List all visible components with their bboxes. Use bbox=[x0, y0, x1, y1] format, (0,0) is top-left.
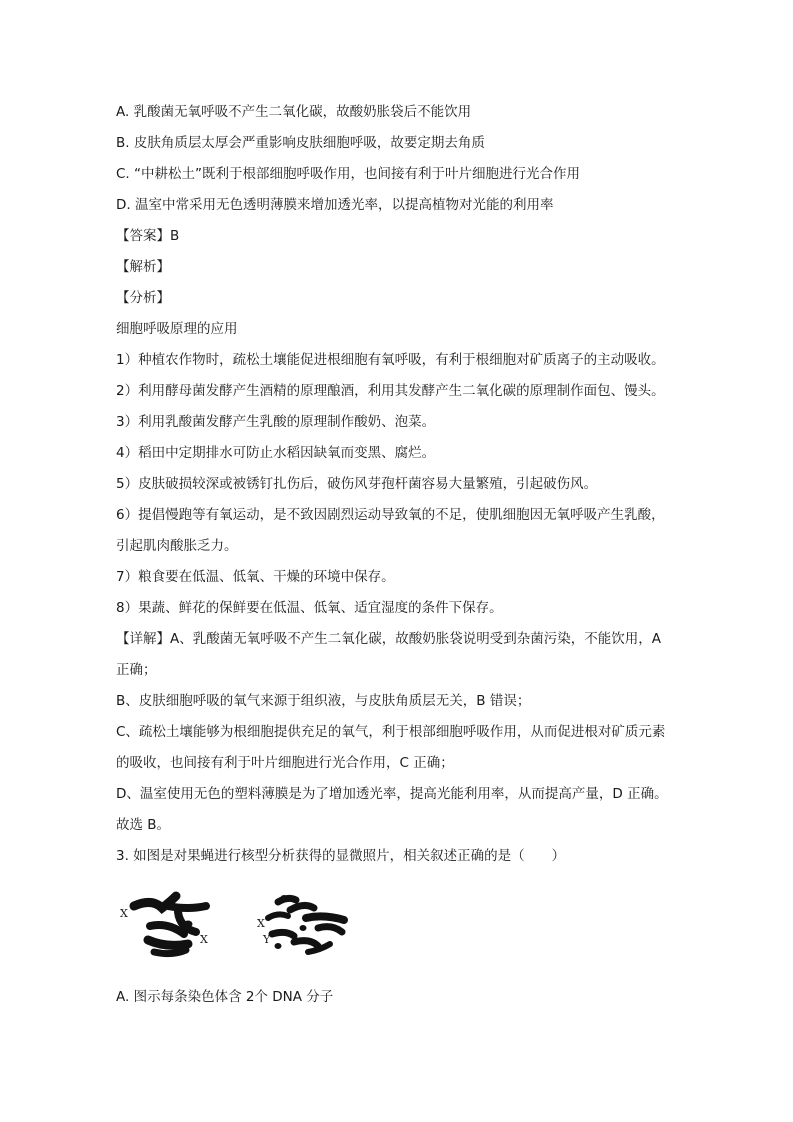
option-2a: A. 乳酸菌无氧呼吸不产生二氧化碳，故酸奶胀袋后不能饮用 bbox=[116, 104, 472, 120]
option-2d: D. 温室中常采用无色透明薄膜来增加透光率，以提高植物对光能的利用率 bbox=[116, 197, 554, 213]
chromosome-set-right bbox=[268, 896, 344, 953]
detail-line: D、温室使用无色的塑料薄膜是为了增加透光率，提高光能利用率，从而提高产量，D 正确。 bbox=[116, 786, 668, 802]
principle-item: 8）果蔬、鲜花的保鲜要在低温、低氧、适宜湿度的条件下保存。 bbox=[116, 600, 503, 616]
detail-line: C、疏松土壤能够为根细胞提供充足的氧气，利于根部细胞呼吸作用，从而促进根对矿质元素 bbox=[116, 724, 666, 740]
label-x-right: X bbox=[257, 917, 265, 930]
principle-item: 4）稻田中定期排水可防止水稻因缺氧而变黑、腐烂。 bbox=[116, 445, 436, 461]
detail-line: 【详解】A、乳酸菌无氧呼吸不产生二氧化碳，故酸奶胀袋说明受到杂菌污染，不能饮用，A bbox=[116, 631, 661, 647]
answer: 【答案】B bbox=[116, 228, 180, 244]
detail-line: 正确； bbox=[116, 662, 157, 678]
detail-line: 的吸收，也间接有利于叶片细胞进行光合作用，C 正确； bbox=[116, 755, 454, 771]
fenxi-title: 【分析】 bbox=[116, 290, 170, 306]
principle-item: 2）利用酵母菌发酵产生酒精的原理酿酒，利用其发酵产生二氧化碳的原理制作面包、馒头。 bbox=[116, 383, 665, 399]
principle-item: 5）皮肤破损较深或被锈钉扎伤后，破伤风芽孢杆菌容易大量繁殖，引起破伤风。 bbox=[116, 476, 598, 492]
analysis-title: 【解析】 bbox=[116, 259, 170, 275]
label-y-right: Y bbox=[263, 933, 271, 946]
detail-line: B、皮肤细胞呼吸的氧气来源于组织液，与皮肤角质层无关，B 错误； bbox=[116, 693, 531, 709]
principle-title: 细胞呼吸原理的应用 bbox=[116, 321, 238, 337]
principle-item: 1）种植农作物时，疏松土壤能促进根细胞有氧呼吸，有利于根细胞对矿质离子的主动吸收。 bbox=[116, 352, 665, 368]
option-3a: A. 图示每条染色体含 2个 DNA 分子 bbox=[116, 989, 334, 1005]
principle-item: 6）提倡慢跑等有氧运动，是不致因剧烈运动导致氧的不足，使肌细胞因无氧呼吸产生乳酸， bbox=[116, 507, 665, 523]
karyotype-micrograph bbox=[118, 884, 358, 964]
principle-item: 3）利用乳酸菌发酵产生乳酸的原理制作酸奶、泡菜。 bbox=[116, 414, 436, 430]
option-2b: B. 皮肤角质层太厚会严重影响皮肤细胞呼吸，故要定期去角质 bbox=[116, 135, 485, 151]
principle-item: 引起肌肉酸胀乏力。 bbox=[116, 538, 238, 554]
principle-item: 7）粮食要在低温、低氧、干燥的环境中保存。 bbox=[116, 569, 395, 585]
detail-line: 故选 B。 bbox=[116, 817, 171, 833]
label-x-left-2: X bbox=[200, 933, 208, 946]
option-2c: C. “中耕松土”既利于根部细胞呼吸作用，也间接有利于叶片细胞进行光合作用 bbox=[116, 166, 580, 182]
question-3: 3. 如图是对果蝇进行核型分析获得的显微照片，相关叙述正确的是（ ） bbox=[116, 848, 566, 864]
label-x-left-1: X bbox=[120, 907, 128, 920]
chromosome-set-left bbox=[134, 896, 206, 954]
